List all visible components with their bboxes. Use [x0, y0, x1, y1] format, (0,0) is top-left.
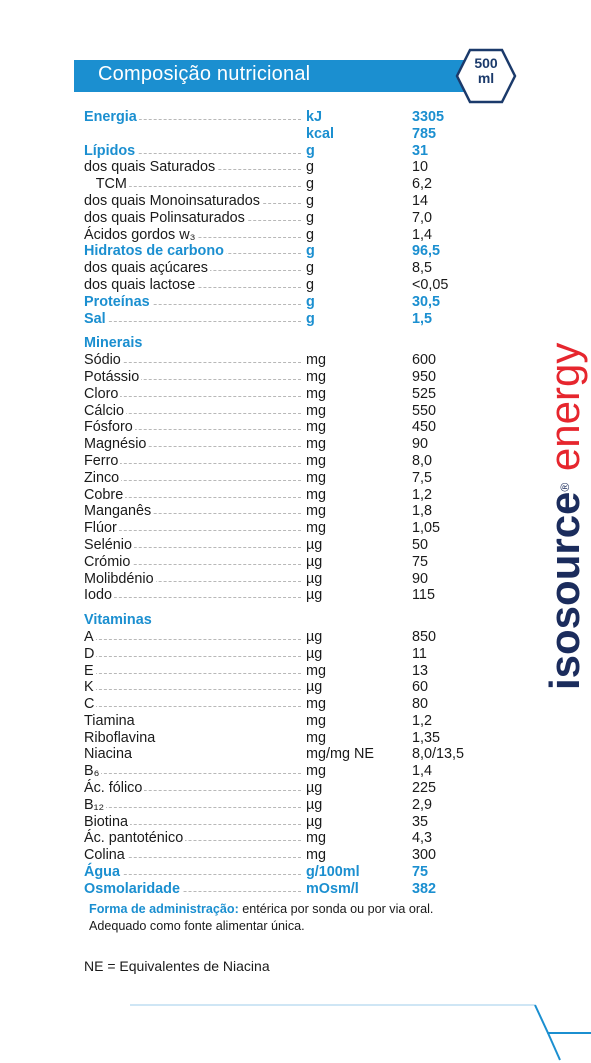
brand-name: isosource [541, 491, 588, 690]
nutrient-unit: µg [306, 813, 323, 830]
suitability-note: Adequado como fonte alimentar única. [89, 919, 305, 933]
nutrient-value: 35 [412, 813, 429, 830]
nutrient-name: Niacina [84, 746, 132, 763]
nutrient-name: Tiamina [84, 712, 135, 729]
nutrient-row [84, 126, 464, 143]
nutrient-value: 75 [412, 553, 429, 570]
nutrient-row [84, 193, 464, 210]
nutrient-unit: g [306, 176, 315, 193]
nutrient-value: 1,2 [412, 486, 433, 503]
nutrient-value: 1,8 [412, 503, 433, 520]
nutrient-value: 31 [412, 142, 429, 159]
nutrient-row [84, 277, 464, 294]
nutrient-value: 785 [412, 125, 437, 142]
nutrient-row [84, 419, 464, 436]
nutrient-name: Cobre [84, 486, 124, 503]
administration-line [89, 901, 433, 918]
nutrient-row [84, 629, 464, 646]
nutrient-value: 115 [412, 587, 435, 604]
nutrient-unit: mg [306, 847, 326, 864]
nutrient-name: Fósforo [84, 419, 133, 436]
nutrient-unit: mg [306, 436, 326, 453]
nutrient-value: 8,0 [412, 452, 433, 469]
nutrient-name: D [84, 645, 95, 662]
nutrient-row [84, 696, 464, 713]
nutrient-value: 8,5 [412, 260, 433, 277]
nutrient-name: K [84, 679, 94, 696]
nutrient-value: 225 [412, 780, 437, 797]
nutrient-value: 8,0/13,5 [412, 746, 465, 763]
nutrient-row [84, 403, 464, 420]
nutrient-name: Vitaminas [84, 612, 152, 629]
nutrient-row [84, 646, 464, 663]
nutrient-value: 450 [412, 419, 437, 436]
section-spacer [84, 327, 464, 335]
nutrient-row [84, 780, 464, 797]
brand-logo [535, 342, 591, 690]
nutrient-unit: µg [306, 796, 323, 813]
nutrient-name: B₁₂ [84, 796, 105, 813]
nutrient-unit: mg [306, 729, 326, 746]
nutrient-name: Água [84, 864, 120, 881]
nutrient-value: 850 [412, 628, 437, 645]
administration-text: entérica por sonda ou por via oral. [238, 902, 434, 916]
nutrient-unit: mg [306, 662, 326, 679]
dotted-leader [84, 639, 301, 640]
nutrient-row [84, 227, 464, 244]
nutrient-name: Molibdénio [84, 570, 154, 587]
nutrient-value: 7,5 [412, 469, 433, 486]
header-bar [74, 60, 506, 92]
nutrient-unit: µg [306, 679, 323, 696]
nutrient-value: 550 [412, 402, 437, 419]
nutrient-row [84, 864, 464, 881]
nutrient-unit: kcal [306, 125, 335, 142]
nutrient-unit: mg [306, 419, 326, 436]
nutrient-value: 950 [412, 368, 437, 385]
dotted-leader [84, 689, 301, 690]
nutrient-unit: g [306, 293, 315, 310]
nutrient-row [84, 369, 464, 386]
nutrient-value: <0,05 [412, 276, 449, 293]
badge-unit: ml [477, 70, 495, 86]
nutrient-value: 7,0 [412, 209, 433, 226]
nutrient-row [84, 503, 464, 520]
nutrient-row [84, 260, 464, 277]
nutrient-row [84, 352, 464, 369]
nutrient-unit: µg [306, 587, 323, 604]
nutrient-name: Potássio [84, 368, 140, 385]
nutrient-unit: mg [306, 368, 326, 385]
nutrient-name: TCM [84, 176, 127, 193]
nutrient-name: Cloro [84, 385, 119, 402]
nutrient-row [84, 746, 464, 763]
nutrient-unit: g [306, 260, 315, 277]
dotted-leader [84, 656, 301, 657]
nutrient-row [84, 881, 464, 898]
nutrient-row [84, 311, 464, 328]
nutrient-row [84, 830, 464, 847]
nutrient-unit: mg [306, 402, 326, 419]
nutrient-row [84, 520, 464, 537]
nutrient-value: 382 [412, 880, 437, 897]
nutrient-unit: g [306, 243, 315, 260]
nutrient-name: Cálcio [84, 402, 124, 419]
nutrient-unit: mg [306, 696, 326, 713]
nutrient-value: 300 [412, 847, 437, 864]
nutrient-unit: g [306, 276, 315, 293]
nutrient-row [84, 143, 464, 160]
nutrient-name: dos quais Monoinsaturados [84, 192, 260, 209]
nutrient-unit: mg [306, 385, 326, 402]
nutrient-row [84, 176, 464, 193]
nutrient-value: 6,2 [412, 176, 433, 193]
nutrient-row [84, 571, 464, 588]
nutrient-row [84, 210, 464, 227]
nutrient-name: Ác. fólico [84, 780, 143, 797]
nutrient-unit: g [306, 310, 315, 327]
nutrient-row [84, 537, 464, 554]
section-spacer [84, 604, 464, 612]
nutrient-row [84, 453, 464, 470]
nutrient-name: Energia [84, 109, 137, 125]
volume-badge [455, 48, 517, 104]
nutrient-row [84, 436, 464, 453]
nutrient-name: C [84, 696, 95, 713]
nutrient-value: 90 [412, 436, 429, 453]
nutrient-value: 1,4 [412, 226, 433, 243]
nutrient-value: 2,9 [412, 796, 433, 813]
nutrient-row [84, 470, 464, 487]
nutrient-unit: µg [306, 570, 323, 587]
nutrient-name: Sódio [84, 352, 121, 369]
administration-label: Forma de administração: [89, 902, 239, 916]
nutrient-name: Ferro [84, 452, 119, 469]
nutrient-value: 30,5 [412, 293, 441, 310]
nutrient-unit: g [306, 142, 315, 159]
nutrient-unit: g [306, 159, 315, 176]
nutrient-value: 50 [412, 536, 429, 553]
registered-mark: ® [558, 482, 572, 492]
nutrient-unit: mg [306, 352, 326, 369]
nutrient-row [84, 713, 464, 730]
page-title: Composição nutricional [98, 63, 311, 85]
nutrient-row [84, 587, 464, 604]
nutrient-name: Iodo [84, 587, 113, 604]
nutrient-value: 60 [412, 679, 429, 696]
nutrient-row [84, 386, 464, 403]
nutrient-value: 600 [412, 352, 437, 369]
nutrient-value: 14 [412, 192, 429, 209]
nutrient-value: 10 [412, 159, 429, 176]
nutrient-row [84, 730, 464, 747]
nutrient-unit: µg [306, 645, 323, 662]
nutrient-name: A [84, 628, 94, 645]
nutrient-value: 80 [412, 696, 429, 713]
nutrient-unit: mg [306, 469, 326, 486]
nutrient-row [84, 109, 464, 126]
dotted-leader [84, 597, 301, 598]
nutrient-row [84, 243, 464, 260]
nutrient-name: Minerais [84, 335, 143, 352]
nutrient-row [84, 159, 464, 176]
nutrient-value: 90 [412, 570, 429, 587]
dotted-leader [84, 673, 301, 674]
nutrient-name: B₆ [84, 763, 100, 780]
nutrient-value: 11 [412, 645, 427, 662]
nutrient-name: Manganês [84, 503, 152, 520]
nutrient-unit: g [306, 209, 315, 226]
nutrient-value: 13 [412, 662, 429, 679]
decorative-corner-lines [0, 990, 591, 1063]
nutrient-unit: mg [306, 763, 326, 780]
nutrient-row [84, 554, 464, 571]
nutrient-row [84, 663, 464, 680]
niacin-footnote: NE = Equivalentes de Niacina [84, 958, 270, 974]
nutrient-name: Ác. pantoténico [84, 830, 184, 847]
nutrient-row [84, 814, 464, 831]
nutrient-unit: mg [306, 830, 326, 847]
nutrient-value: 4,3 [412, 830, 433, 847]
nutrient-row [84, 294, 464, 311]
nutrient-value: 525 [412, 385, 437, 402]
dotted-leader [84, 807, 301, 808]
nutrient-unit: mg [306, 503, 326, 520]
nutrient-unit: µg [306, 628, 323, 645]
nutrient-name: Osmolaridade [84, 880, 180, 897]
nutrient-value: 3305 [412, 109, 445, 125]
nutrient-unit: g [306, 192, 315, 209]
nutrient-name: Hidratos de carbono [84, 243, 224, 260]
nutrient-name: Crómio [84, 553, 131, 570]
nutrient-row [84, 679, 464, 696]
nutrient-value: 1,2 [412, 712, 433, 729]
nutrient-value: 96,5 [412, 243, 441, 260]
nutrient-unit: mg/mg NE [306, 746, 374, 763]
nutrient-name: Proteínas [84, 293, 150, 310]
nutrition-table [84, 109, 464, 898]
nutrient-row [84, 763, 464, 780]
nutrient-unit: µg [306, 536, 323, 553]
nutrient-value: 1,05 [412, 520, 441, 537]
nutrient-value: 1,5 [412, 310, 433, 327]
nutrient-unit: µg [306, 553, 323, 570]
section-heading [84, 335, 464, 352]
nutrient-name: E [84, 662, 94, 679]
nutrient-name: Ácidos gordos w₃ [84, 226, 196, 243]
nutrient-value: 75 [412, 864, 429, 881]
nutrient-unit: mg [306, 520, 326, 537]
nutrient-value: 1,35 [412, 729, 441, 746]
nutrient-name: Flúor [84, 520, 117, 537]
nutrient-name: dos quais Polinsaturados [84, 209, 245, 226]
nutrient-name: Magnésio [84, 436, 147, 453]
nutrient-unit: mg [306, 452, 326, 469]
nutrient-name: dos quais açúcares [84, 260, 208, 277]
nutrient-name: dos quais Saturados [84, 159, 216, 176]
nutrient-unit: g [306, 226, 315, 243]
nutrient-row [84, 487, 464, 504]
nutrient-name: Sal [84, 310, 106, 327]
nutrient-name: Biotina [84, 813, 129, 830]
nutrient-unit: mg [306, 486, 326, 503]
nutrient-unit: g/100ml [306, 864, 360, 881]
nutrient-unit: mg [306, 712, 326, 729]
nutrient-row [84, 797, 464, 814]
nutrient-name: Selénio [84, 536, 133, 553]
nutrient-unit: mOsm/l [306, 880, 359, 897]
nutrient-name: Zinco [84, 469, 120, 486]
dotted-leader [84, 773, 301, 774]
section-heading [84, 612, 464, 629]
brand-product: energy [541, 342, 588, 483]
nutrient-name: Lípidos [84, 142, 136, 159]
dotted-leader [84, 706, 301, 707]
dotted-leader [84, 321, 301, 322]
badge-volume: 500 [474, 55, 498, 71]
nutrient-name: dos quais lactose [84, 276, 196, 293]
nutrient-unit: kJ [306, 109, 323, 125]
nutrient-name: Riboflavina [84, 729, 156, 746]
nutrient-value: 1,4 [412, 763, 433, 780]
nutrient-unit: µg [306, 780, 323, 797]
nutrient-row [84, 847, 464, 864]
nutrient-name: Colina [84, 847, 125, 864]
